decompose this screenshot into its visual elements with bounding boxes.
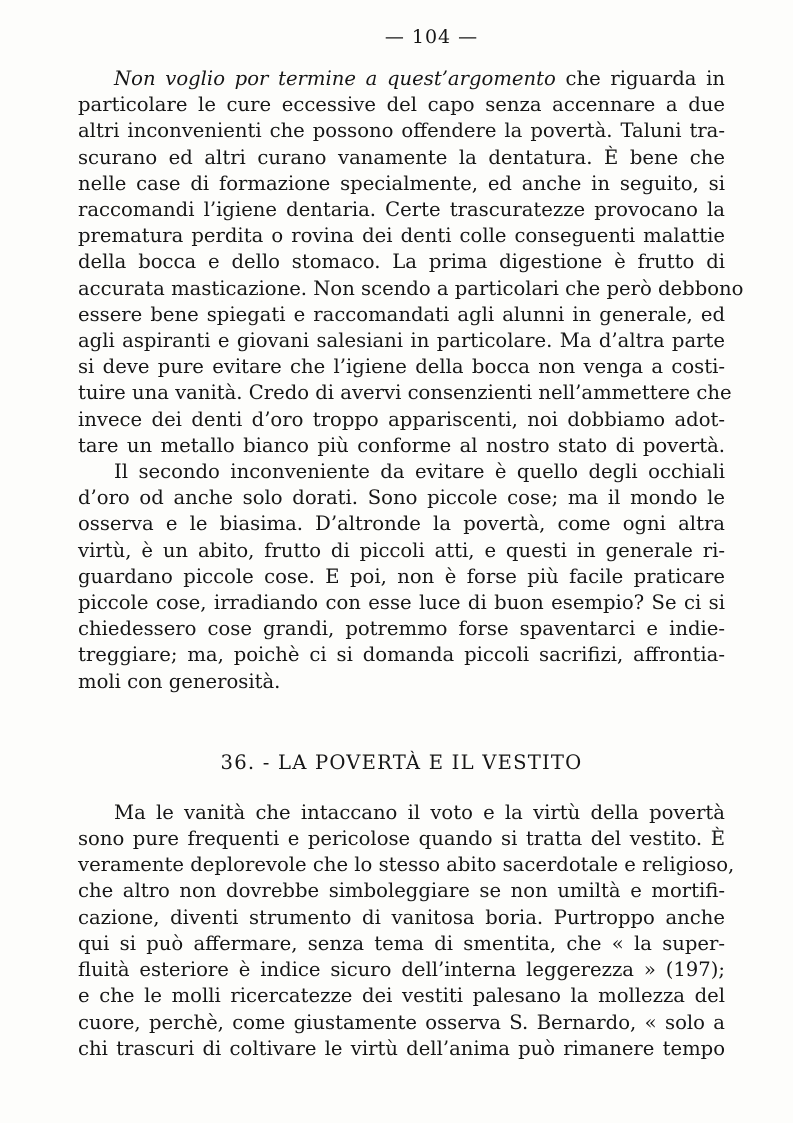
text-line: invece dei denti d’oro troppo appariscenti, noi dobbiamo adot- [78,407,725,431]
text-line: Ma le vanità che intaccano il voto e la virtù della povertà [114,800,725,824]
text-line: scurano ed altri curano vanamente la dentatura. È bene che [78,145,725,169]
page-number: — 104 — [384,26,479,48]
text-line: guardano piccole cose. E poi, non è forse più facile praticare [78,564,725,588]
text-line: che altro non dovrebbe simboleggiare se non umiltà e mortifi- [78,879,725,903]
text-line: cuore, perchè, come giustamente osserva S. Bernardo, « solo a [78,1010,725,1034]
text-line: sono pure frequenti e pericolose quando si tratta del vestito. È [78,827,725,851]
paragraph-3 [78,800,735,1062]
text-line: accurata masticazione. Non scendo a particolari che però debbono [78,276,744,300]
text-line: virtù, è un abito, frutto di piccoli atti, e questi in generale ri- [78,538,725,562]
text-line: tare un metallo bianco più conforme al nostro stato di povertà. [78,433,725,457]
text-line: essere bene spiegati e raccomandati agli alunni in generale, ed [78,302,725,326]
text-line: particolare le cure eccessive del capo senza accennare a due [78,93,725,117]
text-line: Il secondo inconveniente da evitare è quello degli occhiali [114,460,725,484]
text-line: treggiare; ma, poichè ci si domanda piccoli sacrifizi, affrontia- [78,643,725,667]
text-line: fluità esteriore è indice sicuro dell’interna leggerezza » (197); [78,958,725,982]
text-line: piccole cose, irradiando con esse luce di buon esempio? Se ci si [78,591,725,615]
text-line: della bocca e dello stomaco. La prima digestione è frutto di [78,250,725,274]
text-line: chi trascuri di coltivare le virtù dell’anima può rimanere tempo [78,1036,725,1060]
text-fragment: che riguarda in [555,67,725,90]
text-line: altri inconvenienti che possono offendere la povertà. Taluni tra- [78,119,725,143]
text-line: osserva e le biasima. D’altronde la povertà, come ogni altra [78,512,725,536]
text-line: qui si può affermare, senza tema di smentita, che « la super- [78,931,725,955]
text-line [78,66,725,92]
text-line: prematura perdita o rovina dei denti colle conseguenti malattie [78,224,725,248]
paragraph-2 [78,459,725,695]
text-line: e che le molli ricercatezze dei vestiti palesano la mollezza del [78,984,725,1008]
text-line: tuire una vanità. Credo di avervi consenzienti nell’ammettere che [78,381,732,405]
italic-phrase: Non voglio por termine a quest’argomento [114,67,556,90]
paragraph-1 [78,66,744,459]
text-line: si deve pure evitare che l’igiene della bocca non venga a costi- [78,355,725,379]
text-line: chiedessero cose grandi, potremmo forse spaventarci e indie- [78,617,725,641]
text-line: moli con generosità. [78,669,281,693]
section-title: 36. - LA POVERTÀ E IL VESTITO [220,750,583,774]
text-line: cazione, diventi strumento di vanitosa boria. Purtroppo anche [78,905,725,929]
text-line: agli aspiranti e giovani salesiani in particolare. Ma d’altra parte [78,329,725,353]
text-line: d’oro od anche solo dorati. Sono piccole cose; ma il mondo le [78,486,725,510]
text-line: nelle case di formazione specialmente, ed anche in seguito, si [78,171,725,195]
text-line: raccomandi l’igiene dentaria. Certe trascuratezze provocano la [78,198,725,222]
text-line: veramente deplorevole che lo stesso abito sacerdotale e religioso, [78,853,735,877]
